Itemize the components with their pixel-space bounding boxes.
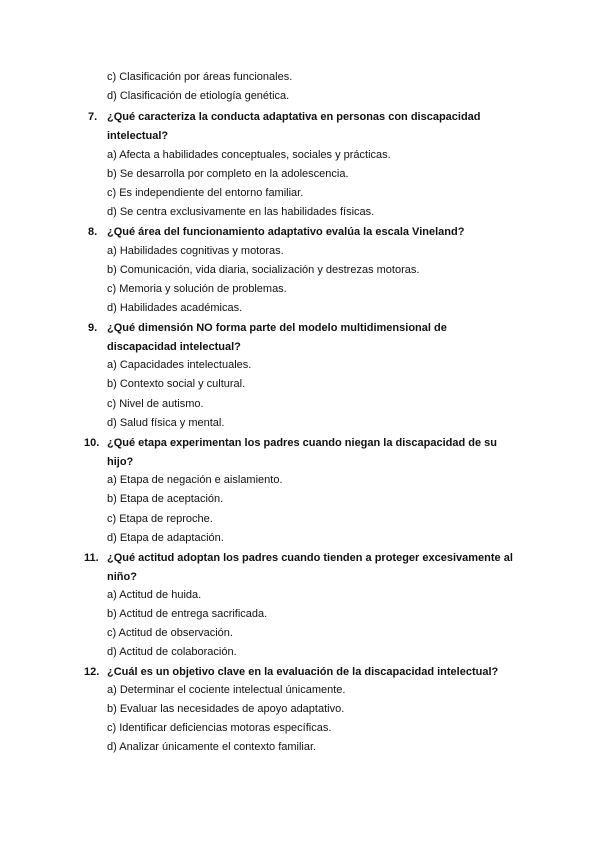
option-d: d) Salud física y mental. xyxy=(107,417,225,429)
option-d: d) Se centra exclusivamente en las habilidades físicas. xyxy=(107,206,375,218)
question-text: ¿Qué dimensión NO forma parte del modelo multidimensional de discapacidad intelectual? xyxy=(107,322,447,353)
option-a: a) Capacidades intelectuales. xyxy=(107,359,252,371)
option-a: a) Etapa de negación e aislamiento. xyxy=(107,474,283,486)
option-d: d) Clasificación de etiología genética. xyxy=(107,90,290,102)
question-number: 9. xyxy=(88,322,98,334)
option-c: c) Clasificación por áreas funcionales. xyxy=(107,71,293,83)
option-c: c) Identificar deficiencias motoras específicas. xyxy=(107,722,332,734)
option-a: a) Determinar el cociente intelectual únicamente. xyxy=(107,684,346,696)
option-b: b) Se desarrolla por completo en la adolescencia. xyxy=(107,168,349,180)
option-b: b) Actitud de entrega sacrificada. xyxy=(107,608,268,620)
option-c: c) Etapa de reproche. xyxy=(107,513,213,525)
option-d: d) Habilidades académicas. xyxy=(107,302,243,314)
question-text: ¿Qué actitud adoptan los padres cuando tienden a proteger excesivamente al niño? xyxy=(107,552,513,583)
option-c: c) Nivel de autismo. xyxy=(107,398,204,410)
question-number: 10. xyxy=(84,437,100,449)
option-a: a) Habilidades cognitivas y motoras. xyxy=(107,245,284,257)
option-b: b) Evaluar las necesidades de apoyo adaptativo. xyxy=(107,703,345,715)
option-c: c) Actitud de observación. xyxy=(107,627,233,639)
option-b: b) Etapa de aceptación. xyxy=(107,493,224,505)
question-text: ¿Qué caracteriza la conducta adaptativa en personas con discapacidad intelectual? xyxy=(107,111,481,142)
question-number: 11. xyxy=(84,552,99,564)
option-b: b) Contexto social y cultural. xyxy=(107,378,246,390)
option-d: d) Analizar únicamente el contexto familiar. xyxy=(107,741,317,753)
option-a: a) Actitud de huida. xyxy=(107,589,202,601)
question-number: 8. xyxy=(88,226,98,238)
option-c: c) Memoria y solución de problemas. xyxy=(107,283,287,295)
question-number: 7. xyxy=(88,111,98,123)
question-number: 12. xyxy=(84,666,100,678)
question-text: ¿Qué etapa experimentan los padres cuando niegan la discapacidad de su hijo? xyxy=(107,437,498,468)
question-text: ¿Cuál es un objetivo clave en la evaluación de la discapacidad intelectual? xyxy=(107,666,499,678)
option-b: b) Comunicación, vida diaria, socialización y destrezas motoras. xyxy=(107,264,420,276)
option-a: a) Afecta a habilidades conceptuales, sociales y prácticas. xyxy=(107,149,391,161)
question-text: ¿Qué área del funcionamiento adaptativo evalúa la escala Vineland? xyxy=(107,226,465,238)
option-c: c) Es independiente del entorno familiar. xyxy=(107,187,304,199)
option-d: d) Etapa de adaptación. xyxy=(107,532,224,544)
option-d: d) Actitud de colaboración. xyxy=(107,646,237,658)
